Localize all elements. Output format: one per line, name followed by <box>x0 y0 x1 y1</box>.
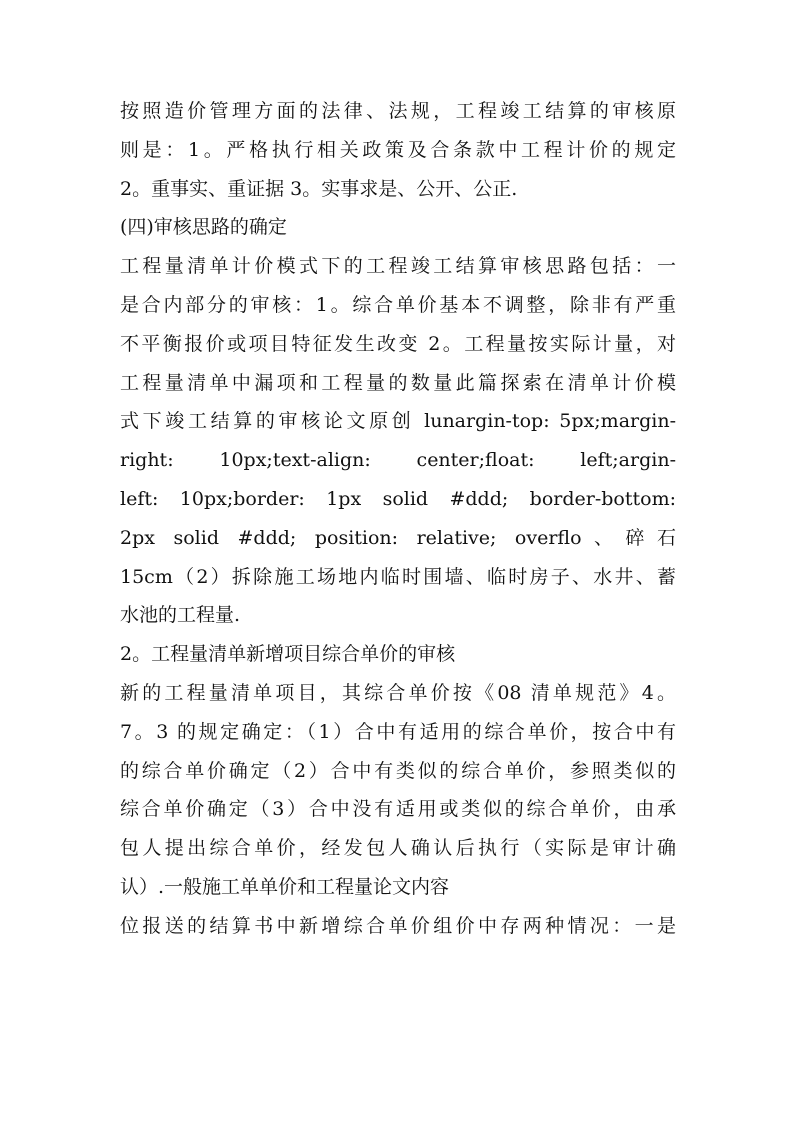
text-line: 新的工程量清单项目，其综合单价按《08 清单规范》4。 <box>120 681 676 704</box>
text-line: 综合单价确定（3）合中没有适用或类似的综合单价，由承 <box>120 798 676 821</box>
text-line: 工程量清单计价模式下的工程竣工结算审核思路包括：一 <box>120 255 676 278</box>
text-line: 认）.一般施工单单价和工程量论文内容 <box>120 875 450 898</box>
text-line: 按照造价管理方面的法律、法规，工程竣工结算的审核原 <box>120 100 676 122</box>
text-line: 包人提出综合单价，经发包人确认后执行（实际是审计确 <box>120 837 676 860</box>
text-line: right: 10px;text-align: center;float: left;argin- <box>120 449 676 472</box>
document-body <box>120 92 676 946</box>
text-line: 则是：1。严格执行相关政策及合条款中工程计价的规定 <box>120 138 676 161</box>
text-line: left: 10px;border: 1px solid #ddd; border-bottom: <box>120 487 676 510</box>
text-line: 2px solid #ddd; position: relative; overflo、碎石 <box>120 526 676 549</box>
text-line: 7。3 的规定确定：（1）合中有适用的综合单价，按合中有 <box>120 720 676 743</box>
text-line: 2。重事实、重证据 3。实事求是、公开、公正. <box>120 177 518 200</box>
text-line: 式下竣工结算的审核论文原创 lunargin-top: 5px;margin- <box>120 410 676 433</box>
text-line: 是合内部分的审核：1。综合单价基本不调整，除非有严重 <box>120 293 676 316</box>
text-line: 水池的工程量. <box>120 604 241 627</box>
text-line: 工程量清单中漏项和工程量的数量此篇探索在清单计价模 <box>120 371 676 394</box>
text-line: 2。工程量清单新增项目综合单价的审核 <box>120 643 456 666</box>
text-line: 的综合单价确定（2）合中有类似的综合单价，参照类似的 <box>120 759 676 782</box>
text-line: 位报送的结算书中新增综合单价组价中存两种情况：一是 <box>120 914 676 937</box>
text-line: 15cm（2）拆除施工场地内临时围墙、临时房子、水井、蓄 <box>120 565 676 588</box>
text-line: 不平衡报价或项目特征发生改变 2。工程量按实际计量，对 <box>120 332 676 355</box>
text-line: (四)审核思路的确定 <box>120 216 287 239</box>
